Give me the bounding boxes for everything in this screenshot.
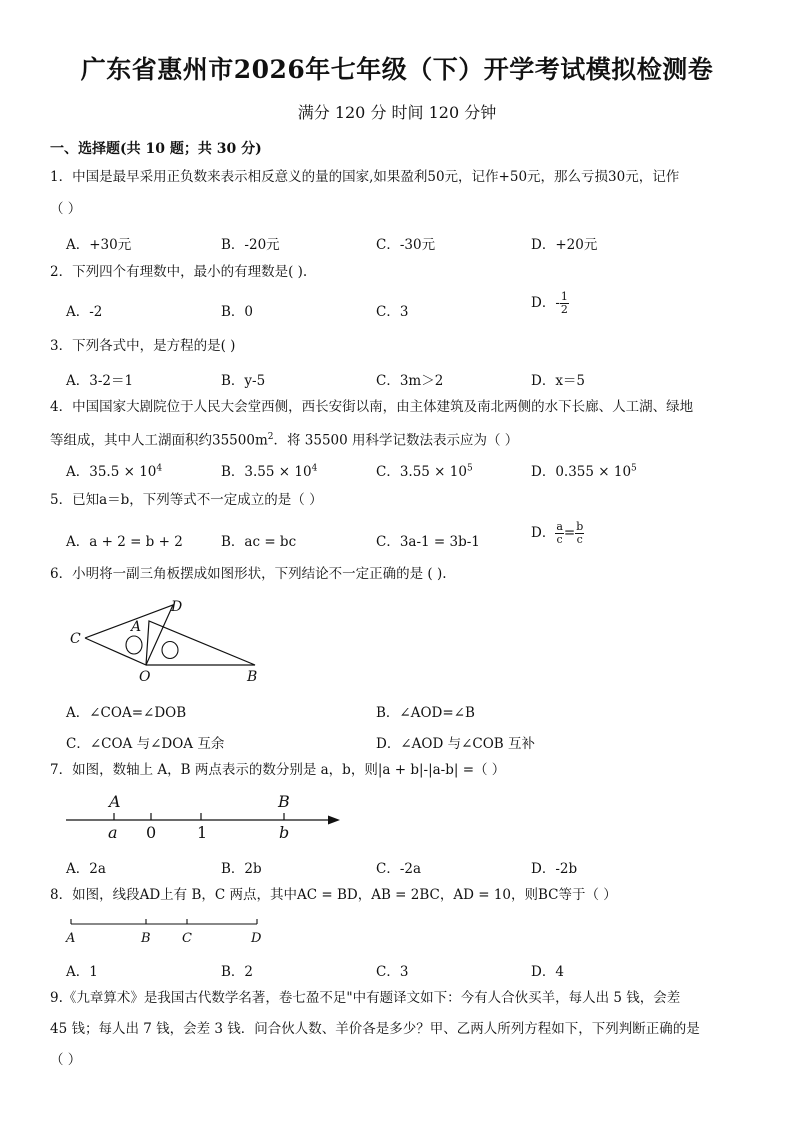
- q4-text-a: 等组成，其中人工湖面积约35500m: [50, 432, 268, 449]
- q2-option-a: A．-2: [66, 304, 103, 320]
- fraction-denominator: c: [556, 533, 563, 546]
- label-d: D: [171, 599, 183, 615]
- q7-option-d: D．-2b: [531, 861, 578, 877]
- question-5-text: 5．已知a＝b，下列等式不一定成立的是（ ）: [50, 492, 323, 508]
- triangle-figure: [60, 595, 270, 685]
- question-1-text: 1．中国是最早采用正负数来表示相反意义的量的国家,如果盈利50元，记作+50元，那么亏损30元，记作: [50, 169, 680, 185]
- exam-subtitle: 满分 120 分 时间 120 分钟: [297, 103, 497, 122]
- question-2-text: 2．下列四个有理数中，最小的有理数是( ).: [50, 264, 308, 280]
- fraction-numerator: 1: [560, 290, 568, 303]
- fraction: [560, 291, 569, 316]
- label-a: A: [131, 619, 142, 635]
- q4-option-c-exp: 5: [466, 463, 473, 474]
- q4-option-c-base: C．3.55 × 10: [376, 464, 467, 480]
- question-1-blank: （ ）: [50, 201, 82, 217]
- q4-option-b: [221, 460, 317, 480]
- number-line-figure: [60, 790, 350, 840]
- question-4-line-2: [50, 423, 750, 456]
- q4-option-d: [531, 460, 637, 480]
- label-b-lower: b: [279, 823, 290, 840]
- label-one: 1: [197, 823, 208, 840]
- arrow-right-icon: [328, 816, 340, 825]
- label-o: O: [139, 669, 151, 685]
- q2-option-c: C．3: [376, 304, 409, 320]
- label-a-lower: a: [108, 823, 118, 840]
- segment-figure: [62, 915, 272, 947]
- label-a-upper: A: [109, 792, 121, 811]
- q4-option-a-base: A．35.5 × 10: [66, 464, 157, 480]
- question-7-text: 7．如图，数轴上 A，B 两点表示的数分别是 a，b，则|a + b|-|a-b| =（ ）: [50, 762, 506, 778]
- q8-option-a: A．1: [66, 964, 98, 980]
- q3-option-b: B．y-5: [221, 373, 266, 389]
- q1-option-c: C．-30元: [376, 237, 436, 253]
- fraction-denominator: c: [576, 533, 583, 546]
- q7-option-b: B．2b: [221, 861, 262, 877]
- q4-option-d-exp: 5: [631, 463, 637, 474]
- question-9-line-1: 9.《九章算术》是我国古代数学名著，卷七盈不足"中有题译文如下：今有人合伙买羊，每人出 5 钱，会差: [50, 990, 681, 1006]
- question-8-text: 8．如图，线段AD上有 B，C 两点，其中AC = BD，AB = 2BC，AD = 10，则BC等于（ ）: [50, 887, 617, 903]
- q4-option-d-base: D．0.355 × 10: [531, 464, 632, 480]
- q4-option-a-exp: 4: [156, 463, 163, 474]
- label-b-upper: B: [278, 792, 290, 811]
- fraction-denominator: 2: [560, 303, 568, 316]
- q8-option-d: D．4: [531, 964, 564, 980]
- q4-superscript: 2: [267, 432, 274, 442]
- q5-option-c: C．3a-1 = 3b-1: [376, 534, 480, 550]
- q4-text-b: ．将 35500 用科学记数法表示应为（ ）: [273, 432, 519, 449]
- q6-option-b: B．∠AOD=∠B: [376, 705, 475, 721]
- question-3-text: 3．下列各式中，是方程的是( ): [50, 338, 236, 354]
- q2-option-d-prefix: D．-: [531, 295, 560, 311]
- label-d: D: [251, 931, 262, 946]
- q1-option-a: A．+30元: [66, 237, 132, 253]
- triangle-cod: [85, 605, 173, 665]
- q3-option-a: A．3-2＝1: [66, 373, 134, 389]
- q5-option-d-prefix: D．: [531, 525, 556, 541]
- q4-option-b-exp: 4: [311, 463, 318, 474]
- q1-option-b: B．-20元: [221, 237, 280, 253]
- exam-title: 广东省惠州市2026年七年级（下）开学考试模拟检测卷: [80, 55, 714, 84]
- label-zero: 0: [146, 823, 157, 840]
- q2-option-b: B．0: [221, 304, 254, 320]
- equals-sign: =: [563, 525, 576, 541]
- circle-hole-1: [126, 636, 142, 654]
- q6-option-d: D．∠AOD 与∠COB 互补: [376, 736, 535, 752]
- q6-option-a: A．∠COA=∠DOB: [66, 705, 187, 721]
- q1-option-d: D．+20元: [531, 237, 598, 253]
- section-heading: 一、选择题(共 10 题；共 30 分): [50, 141, 262, 157]
- fraction-numerator: a: [556, 520, 563, 533]
- q5-option-b: B．ac = bc: [221, 534, 297, 550]
- question-9-line-2: 45 钱；每人出 7 钱，会差 3 钱．问合伙人数、羊价各是多少？甲、乙两人所列方程如下，下列判断正确的是: [50, 1021, 700, 1037]
- label-a: A: [66, 931, 76, 946]
- fraction-b-over-c: [575, 521, 584, 546]
- q6-option-c: C．∠COA 与∠DOA 互余: [66, 736, 225, 752]
- fraction-numerator: b: [576, 520, 584, 533]
- label-c: C: [182, 931, 192, 946]
- label-b: B: [247, 669, 258, 685]
- q4-option-c: [376, 460, 473, 480]
- q3-option-c: C．3m＞2: [376, 373, 444, 389]
- q3-option-d: D．x＝5: [531, 373, 586, 389]
- q5-option-a: A．a + 2 = b + 2: [66, 534, 183, 550]
- q7-option-a: A．2a: [66, 861, 106, 877]
- question-4-line-1: 4．中国国家大剧院位于人民大会堂西侧，西长安街以南，由主体建筑及南北两侧的水下长廊、人工湖、绿地: [50, 399, 694, 415]
- q4-option-a: [66, 460, 162, 480]
- q4-option-b-base: B．3.55 × 10: [221, 464, 312, 480]
- q5-option-d: [531, 521, 584, 546]
- q8-option-c: C．3: [376, 964, 409, 980]
- question-6-text: 6．小明将一副三角板摆成如图形状，下列结论不一定正确的是 ( ).: [50, 566, 447, 582]
- label-c: C: [70, 631, 81, 647]
- q7-option-c: C．-2a: [376, 861, 422, 877]
- fraction-a-over-c: [555, 521, 564, 546]
- label-b: B: [141, 931, 151, 946]
- q2-option-d: [531, 291, 569, 316]
- question-9-line-3: （ ）: [50, 1052, 82, 1068]
- circle-hole-2: [162, 642, 178, 659]
- q8-option-b: B．2: [221, 964, 254, 980]
